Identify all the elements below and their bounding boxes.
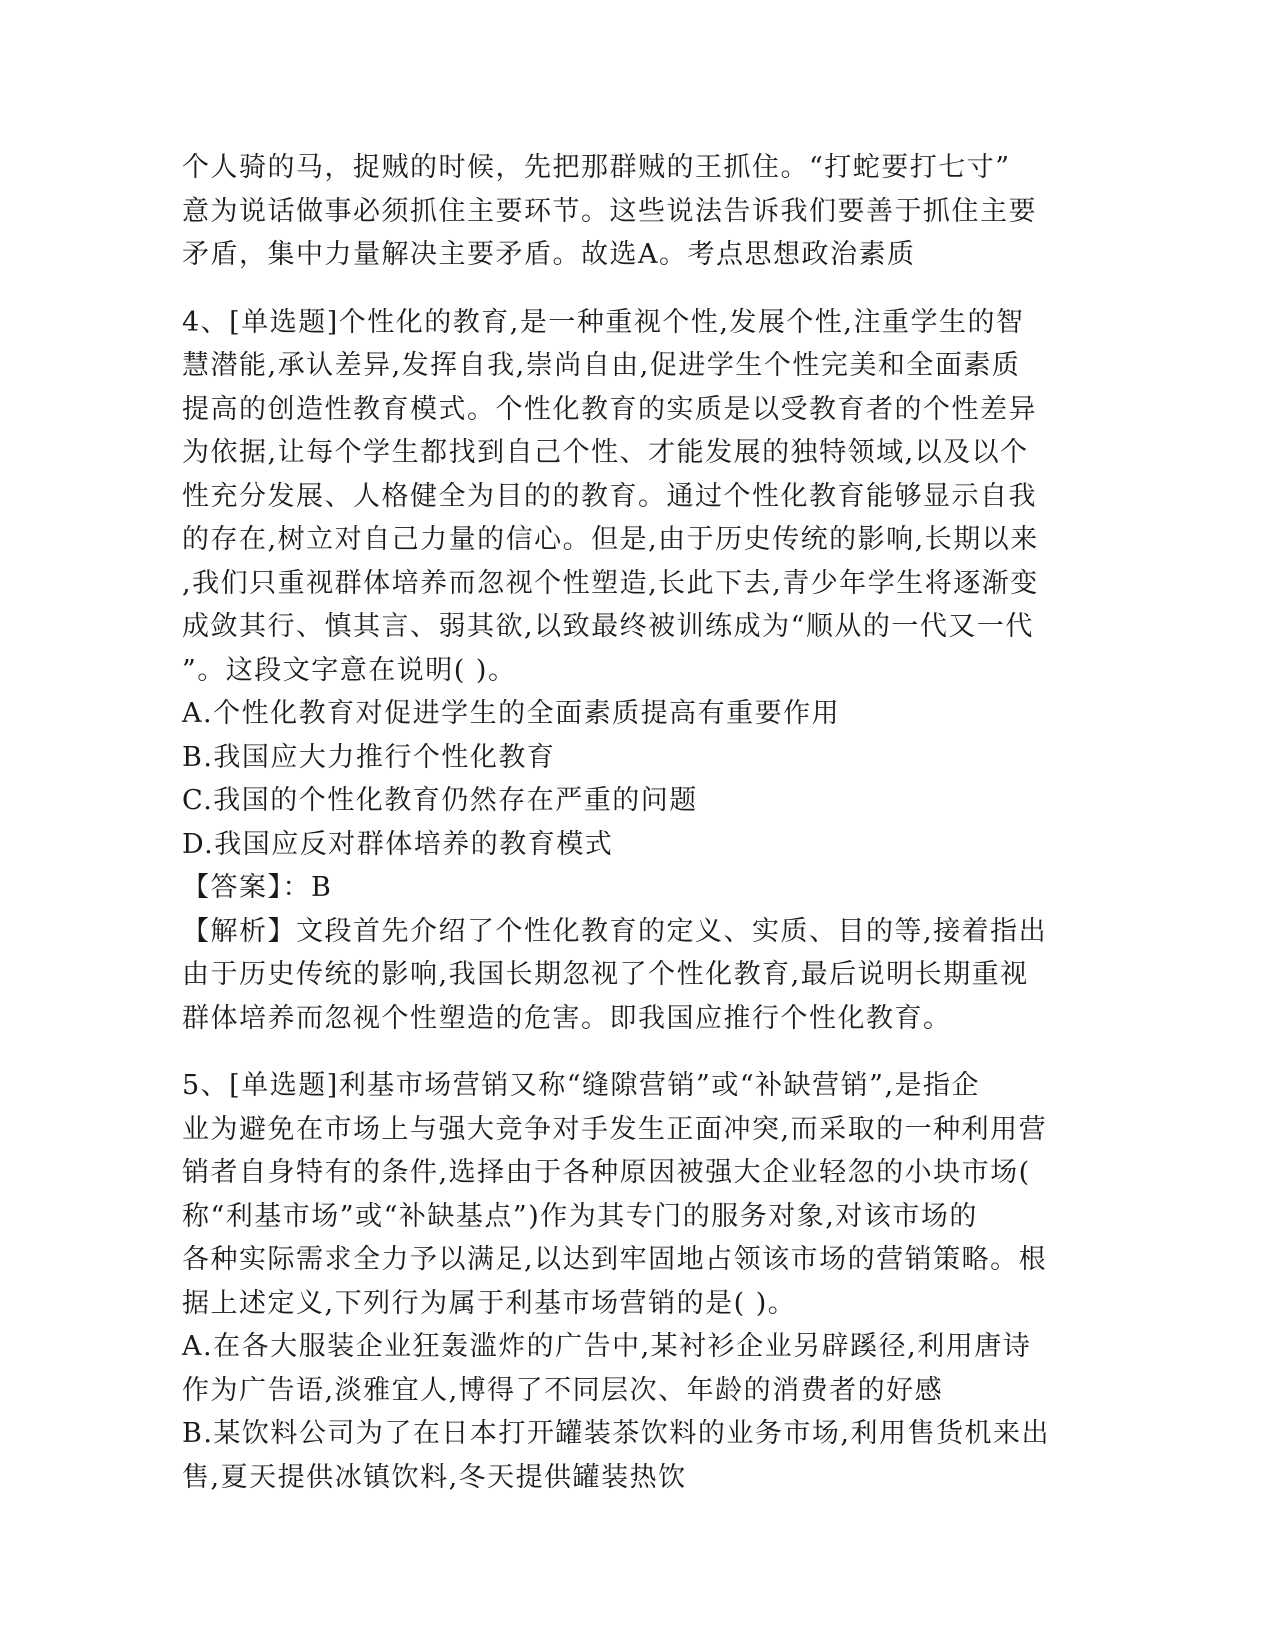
text-line: 5、[单选题]利基市场营销又称“缝隙营销”或“补缺营销”,是指企 [182,1070,981,1101]
text-line: 的存在,树立对自己力量的信心。但是,由于历史传统的影响,长期以来 [182,524,1039,555]
text-line: 据上述定义,下列行为属于利基市场营销的是( )。 [182,1287,797,1319]
answer-line: 【答案】：B [182,872,333,903]
question-stem [182,301,1062,693]
text-line: 意为说话做事必须抓住主要环节。这些说法告诉我们要善于抓住主要 [182,195,1037,227]
option-a-continued: 作为广告语,淡雅宜人,博得了不同层次、年龄的消费者的好感 [182,1374,944,1406]
document-page [182,146,1062,1499]
question-5 [182,1064,1062,1499]
option-c: C.我国的个性化教育仍然存在严重的问题 [182,785,698,816]
option-b-continued: 售,夏天提供冰镇饮料,冬天提供罐装热饮 [182,1461,687,1493]
text-line: 矛盾，集中力量解决主要矛盾。故选A。考点思想政治素质 [182,239,916,270]
text-line: ,我们只重视群体培养而忽视个性塑造,长此下去,青少年学生将逐渐变 [182,567,1039,599]
text-line: 群体培养而忽视个性塑造的危害。即我国应推行个性化教育。 [182,1002,952,1034]
text-line: 销者自身特有的条件,选择由于各种原因被强大企业轻忽的小块市场( [182,1157,1031,1188]
option-a: A.个性化教育对促进学生的全面素质提高有重要作用 [182,698,841,729]
text-line: 称“利基市场”或“补缺基点”)作为其专门的服务对象,对该市场的 [182,1200,978,1232]
text-line: 业为避免在市场上与强大竞争对手发生正面冲突,而采取的一种利用营 [182,1113,1048,1145]
option-b: B.某饮料公司为了在日本打开罐装茶饮料的业务市场,利用售货机来出 [182,1418,1051,1449]
paragraph-gap [182,277,1062,301]
text-line: 各种实际需求全力予以满足,以达到牢固地占领该市场的营销策略。根 [182,1244,1048,1275]
question-4 [182,301,1062,1041]
paragraph-gap [182,1040,1062,1064]
question-stem [182,1064,1062,1325]
analysis [182,910,1062,1041]
text-line: 提高的创造性教育模式。个性化教育的实质是以受教育者的个性差异 [182,393,1037,425]
text-line: 个人骑的马，捉贼的时候，先把那群贼的王抓住。“打蛇要打七寸” [182,152,1011,183]
previous-explanation [182,146,1062,277]
text-line: 4、[单选题]个性化的教育,是一种重视个性,发展个性,注重学生的智 [182,306,1025,338]
text-line: ”。这段文字意在说明( )。 [182,654,517,686]
text-line: 为依据,让每个学生都找到自己个性、才能发展的独特领域,以及以个 [182,437,1029,468]
option-d: D.我国应反对群体培养的教育模式 [182,828,614,860]
text-line: 性充分发展、人格健全为目的的教育。通过个性化教育能够显示自我 [182,480,1037,512]
text-line: 【解析】文段首先介绍了个性化教育的定义、实质、目的等,接着指出 [182,915,1048,947]
text-line: 慧潜能,承认差异,发挥自我,崇尚自由,促进学生个性完美和全面素质 [182,350,1021,381]
option-b: B.我国应大力推行个性化教育 [182,741,556,773]
option-list [182,692,1062,866]
option-list [182,1325,1062,1499]
text-line: 由于历史传统的影响,我国长期忽视了个性化教育,最后说明长期重视 [182,959,1029,990]
text-line: 成敛其行、慎其言、弱其欲,以致最终被训练成为“顺从的一代又一代 [182,611,1034,642]
option-a: A.在各大服装企业狂轰滥炸的广告中,某衬衫企业另辟蹊径,利用唐诗 [182,1331,1032,1362]
